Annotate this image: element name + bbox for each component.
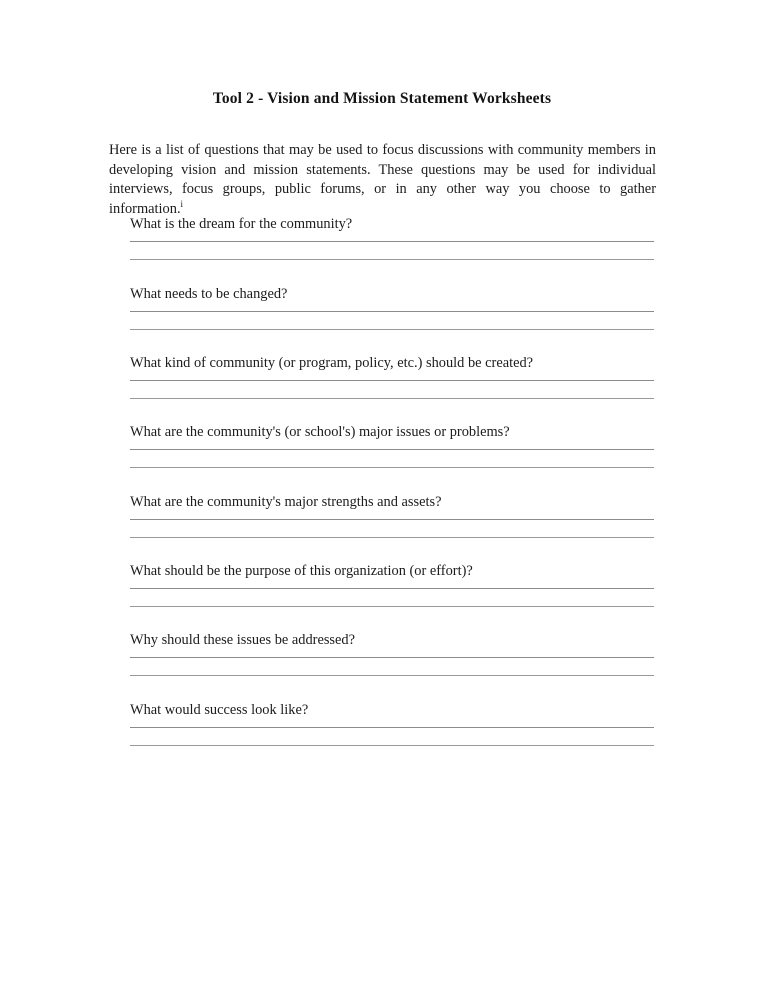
answer-line[interactable] (130, 241, 654, 242)
answer-lines[interactable] (130, 449, 654, 468)
answer-line[interactable] (130, 380, 654, 381)
question-block (130, 562, 654, 607)
answer-line[interactable] (130, 675, 654, 676)
page-title: Tool 2 - Vision and Mission Statement Worksheets (212, 90, 552, 107)
answer-line[interactable] (130, 519, 654, 520)
answer-line[interactable] (130, 398, 654, 399)
intro-paragraph (109, 141, 656, 219)
question-text: What needs to be changed? (130, 286, 288, 302)
answer-lines[interactable] (130, 519, 654, 538)
answer-line[interactable] (130, 745, 654, 746)
answer-line[interactable] (130, 467, 654, 468)
answer-lines[interactable] (130, 311, 654, 330)
answer-line[interactable] (130, 537, 654, 538)
answer-lines[interactable] (130, 380, 654, 399)
question-text: What should be the purpose of this organization (or effort)? (130, 563, 473, 579)
question-block (130, 701, 654, 746)
answer-lines[interactable] (130, 241, 654, 260)
answer-lines[interactable] (130, 727, 654, 746)
answer-line[interactable] (130, 588, 654, 589)
intro-paragraph-text: Here is a list of questions that may be used to focus discussions with community members in developing vision and mission statements. These questions may be used for individual interviews, focus groups, public forums, or in any other way you choose to gather information. (109, 142, 656, 217)
question-block (130, 215, 654, 260)
answer-line[interactable] (130, 259, 654, 260)
question-text: What are the community's major strengths and assets? (130, 494, 442, 510)
answer-line[interactable] (130, 449, 654, 450)
question-block (130, 493, 654, 538)
question-text: What is the dream for the community? (130, 216, 353, 232)
answer-line[interactable] (130, 606, 654, 607)
answer-lines[interactable] (130, 588, 654, 607)
question-text: What are the community's (or school's) major issues or problems? (130, 424, 510, 440)
answer-line[interactable] (130, 311, 654, 312)
footnote-marker: i (180, 199, 184, 210)
answer-line[interactable] (130, 657, 654, 658)
answer-lines[interactable] (130, 657, 654, 676)
question-block (130, 423, 654, 468)
question-text: What would success look like? (130, 702, 309, 718)
question-text: Why should these issues be addressed? (130, 632, 356, 648)
question-block (130, 354, 654, 399)
answer-line[interactable] (130, 329, 654, 330)
question-block (130, 285, 654, 330)
question-block (130, 631, 654, 676)
answer-line[interactable] (130, 727, 654, 728)
question-text: What kind of community (or program, policy, etc.) should be created? (130, 355, 534, 371)
